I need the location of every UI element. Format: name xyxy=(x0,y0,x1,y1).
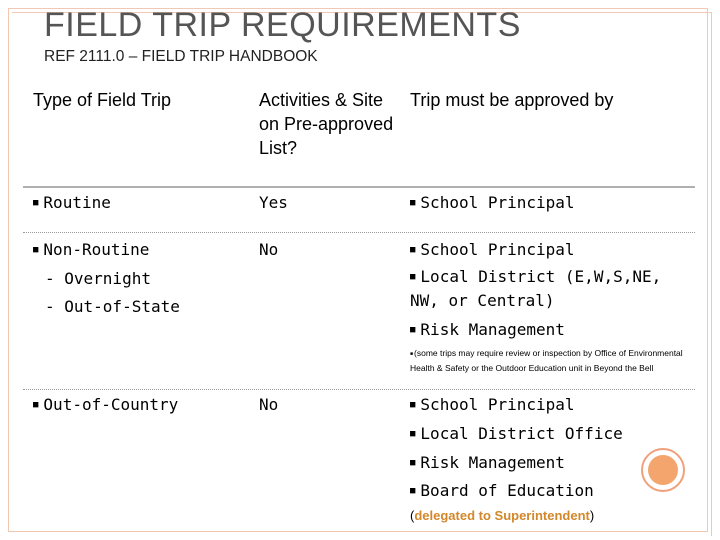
row-outofcountry-type xyxy=(33,391,178,419)
delegation-highlight: delegated to Superintendent xyxy=(414,508,590,523)
row-outofcountry-approver-2 xyxy=(410,420,623,448)
header-divider xyxy=(23,186,695,188)
row-type-label: Out-of-Country xyxy=(43,395,179,414)
bullet-icon: ■ xyxy=(33,245,39,255)
row-outofcountry-activities: No xyxy=(259,395,279,414)
row-routine-approver xyxy=(410,189,575,217)
approver-label: Board of Education xyxy=(420,481,594,500)
row-nonroutine-approver-1 xyxy=(410,236,575,264)
bullet-icon: ■ xyxy=(410,198,416,208)
approver-label: School Principal xyxy=(420,395,575,414)
row-routine-type xyxy=(33,189,111,217)
row-nonroutine-approver-3 xyxy=(410,316,565,344)
decorative-circle-icon xyxy=(641,448,685,492)
row-routine-activities: Yes xyxy=(259,193,288,212)
note-text: (some trips may require review or inspection by Office of Environmental Health & Safety or the Outdoor Education unit in Beyond the Bell xyxy=(410,348,683,373)
bullet-icon: ■ xyxy=(410,325,416,335)
row-outofcountry-approver-1 xyxy=(410,391,575,419)
bullet-icon: ■ xyxy=(33,198,39,208)
row-nonroutine-sub-out-of-state: - Out-of-State xyxy=(45,297,180,316)
delegation-note xyxy=(410,508,594,523)
bullet-icon: ■ xyxy=(410,400,416,410)
bullet-icon: ■ xyxy=(410,486,416,496)
header-activities: Activities & Site on Pre-approved List? xyxy=(259,90,394,158)
decorative-circle-fill xyxy=(648,455,678,485)
row-divider xyxy=(23,232,695,233)
bullet-icon: ■ xyxy=(410,351,414,357)
approver-label: School Principal xyxy=(420,193,575,212)
approver-label: Risk Management xyxy=(420,320,565,339)
row-nonroutine-sub-overnight: - Overnight xyxy=(45,269,151,288)
bullet-icon: ■ xyxy=(33,400,39,410)
row-nonroutine-type xyxy=(33,236,149,264)
approver-label: Risk Management xyxy=(420,453,565,472)
bullet-icon: ■ xyxy=(410,272,416,282)
approver-label: Local District Office xyxy=(420,424,623,443)
row-outofcountry-approver-3 xyxy=(410,449,565,477)
row-type-label: Non-Routine xyxy=(43,240,150,259)
bullet-icon: ■ xyxy=(410,245,416,255)
page-subtitle: REF 2111.0 – FIELD TRIP HANDBOOK xyxy=(44,48,318,65)
paren-close: ) xyxy=(589,508,595,523)
bullet-icon: ■ xyxy=(410,458,416,468)
header-type: Type of Field Trip xyxy=(33,90,172,110)
header-approved-by: Trip must be approved by xyxy=(410,90,614,110)
row-nonroutine-activities: No xyxy=(259,240,279,259)
row-outofcountry-approver-4 xyxy=(410,477,594,505)
approver-label: School Principal xyxy=(420,240,575,259)
row-divider xyxy=(23,389,695,390)
row-nonroutine-approver-2 xyxy=(410,265,690,312)
bullet-icon: ■ xyxy=(410,429,416,439)
row-type-label: Routine xyxy=(43,193,111,212)
approver-label: Local District (E,W,S,NE, NW, or Central) xyxy=(410,267,662,310)
page-title: FIELD TRIP REQUIREMENTS xyxy=(44,6,521,44)
paren-open: ( xyxy=(410,508,415,523)
review-note xyxy=(410,347,690,375)
